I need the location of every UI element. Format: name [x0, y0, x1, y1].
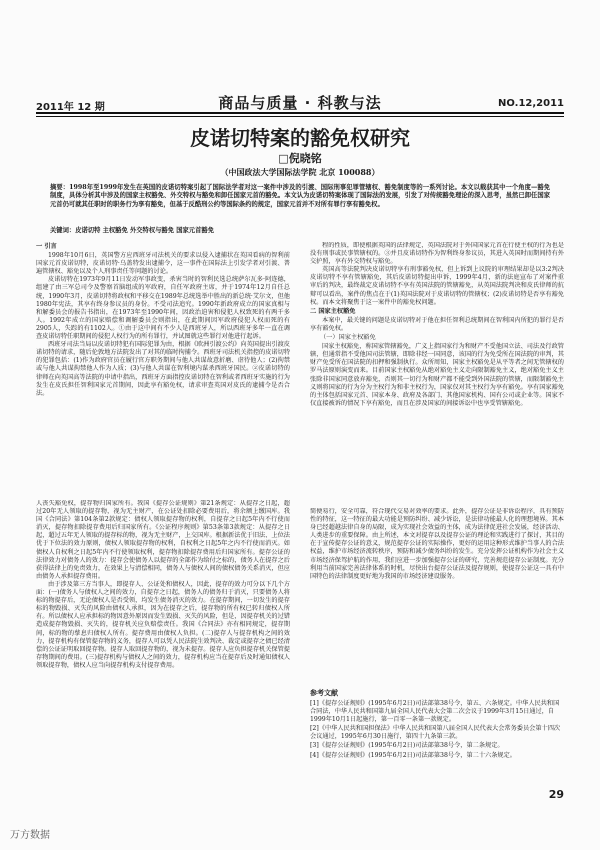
article-affiliation: （中国政法大学国际法学院 北京 100088） — [220, 167, 380, 177]
reference-item: [2]《中华人民共和国担保法》中华人民共和国第八届全国人民代表大会常务委员会第十四次会议通过，1995年6月30日施行，第四十九条第三款。 — [310, 725, 561, 741]
paragraph: 由于涉及第三方当事人，即提存人、公证处和债权人，因此，提存的效力可分以下几个方面：(一)债务人与债权人之间的效力，自提存之日起，债务人的债务归于消灭，只要债务人将标的物提存后，无论债权人是否受领，均发生债务消灭的效力。在提存期间，一切发生的提存标的物毁损、灭失的风险由债权人承担，因为在提存之后，提存物的所有权已转归债权人所有。所以债权人应承担标的物因意外原因而发生毁损、灭失的风险，但是，因提存机关的过错造成提存物毁损、灭失的，提存机关应负赔偿责任。我国《合同法》亦有相同规定，提存期间，标的物的孳息归债权人所有。提存费用由债权人负担。(二)提存人与提存机构之间的效力，提存机构有保管提存物的义务，提存人可以凭人民法院生效判决、裁定或提存之债已经清偿的公证证明取回提存物。提存人取回提存物的，视为未提存。提存人应负担提存机关保管提存物期间的费用。(三)提存机构与债权人之间的效力，提存机构应当在提存后及时通知债权人领取提存物，债权人应当向提存机构支付提存费用。 — [36, 580, 290, 669]
paragraph: 人丧失豁免权，提存物归国家所有。我国《提存公证规则》第21条规定：从提存之日起，超过20年无人领取的提存物，视为无主财产，在公证处扣除必要费用后，将余额上缴国库。我国《合同法》第104条第2款规定：债权人领取提存物的权利，自提存之日起5年内不行使而消灭，提存物扣除提存费用后归国家所有。《公证程序规则》第53条第3款规定：从提存之日起，超过五年无人领取的提存标的物，视为无主财产，上交国库。根据新法优于旧法、上位法优于下位法的效力原则，债权人领取提存物的权利，自权利之日起5年之内不行使而消灭。如债权人自权利之日起5年内不行使领取权利，提存物扣除提存费用后归国家所有。提存公证的法律效力对债务人的效力：提存会使债务人以提存的全部作为给付之标的，债务人在提存之后获得法律上的免责效力，在效果上与清偿相同，债务人与债权人间的债权债务关系消灭，但应由债务人承担提存费用。 — [36, 500, 290, 580]
paragraph: 西班牙司法当局以皮诺切特犯有国际犯罪为由，根据《欧洲引渡公约》向英国提出引渡皮诺切特的请求，随后伦敦地方法院发出了对其的临时拘捕令。西班牙司法机关指控的皮诺切特的犯罪包括：(1)作为政府官员在履行官方职务期间与他人共谋故意折磨、虐待他人；(2)拘禁或与他人共谋拘禁他人作为人质；(3)与他人共谋在智利境内谋杀西班牙国民。②皮诺切特的律师在向英国高等法院的申请中指出，西班牙方面指控皮诺切特在智利或者西班牙实施的行为发生在皮氏担任智利国家元首期间，因此享有豁免权，请求审查英国对皮氏的逮捕令是否合法。 — [36, 341, 290, 397]
section-heading: 二 国家主权豁免 — [310, 307, 356, 315]
page-number: 29 — [548, 788, 564, 801]
paragraph: 英国高等法院判决皮诺切特享有刑事豁免权，但上诉到上议院的审理结果却是以3:2判决皮诺切特不享有管辖豁免，其后皮诺切特提出申诉，1999年4月，新的法庭宣布了对案件重审后的判决，最终裁定皮诺切特不享有英国法院的管辖豁免，从英国法院判决和皮氏律师的抗辩可以看出，案件的焦点在于(1)英国法院对于皮诺切特的管辖权；(2)皮诺切特是否享有豁免权。而本文将聚焦于这一案件中的豁免权问题。 — [310, 266, 564, 306]
paragraph: 皮诺切特在1973年9月11日发动军事政变，杀害当时的智利民选总统萨尔瓦多·阿连德，组建了由三军总司令及警察首脑组成的军政府，自任军政府主席，并于1974年12月自任总统，1990年3月，皮诺切特将政权和平移交在1989年总统选举中胜出的新总统·艾尔文，但他1980年宪法，其享有终身参议员的身份。不受司法追究。1990年新政府成立的国家真相与和解委员会的报告书指出，在1973年至1990年间，因政治迫害和侵犯人权致死的有两千多人。1992年成立的国家赔偿和调解委员会则指出，在此期间因军政府侵犯人权而死的有2905人，失踪的有1102人。①由于这中间有不少人是西班牙人，所以西班牙多年一直在调查皮诺切特任职期间的侵犯人权行为的所有罪行，并试图就这些罪行对他进行起诉。 — [36, 276, 290, 341]
reference-item: [3]《提存公证规则》(1995年6月2日)司法部第38号令，第二条规定。 — [310, 742, 504, 750]
article-abstract: 摘要：1998年至1999年发生在英国的皮诺切特案引起了国际法学者对这一案件中涉及的引渡、国际刑事犯罪管辖权、豁免制度等的一系列讨论。本文以载获其中一个角度—豁免制度，具体分析其中涉及的国家主权豁免、外交特权与豁免和卸任国家元首的豁免。本文认为皮诺切特案体现了国际法的发展，引发了对传统豁免理论的深入思考，虽然已卸任国家元首仍可就其任职时的职务行为享有豁免，但基于反酷刑公约等国际条约的规定，国家元首并不对所有罪行享有豁免权。 — [50, 184, 550, 208]
column-right-bottom — [310, 508, 564, 686]
paragraph: 程的性质，即使根据英国的法律规定，英国法院对于外国国家元首在行使主权的行为也是没有刑事或民事管辖权的。③并且皮诺切特作为智利终身参议员，其进入英国时而期间持有外交护照，享有外交特权与豁免。 — [310, 242, 564, 266]
header-issue-right: NO.12,2011 — [498, 98, 564, 109]
paragraph: 1998年10月6日，英国警方应西班牙司法机关的要求以侵入逮捕状在英国看病的智利前国家元首皮诺切特，皮诺切特·乌盖特发出逮捕令，这一事件在国际法上引发学者对引渡、普遍管辖权、豁免以及个人刑事责任等问题的讨论。 — [36, 252, 290, 276]
header-rule-thick — [36, 112, 564, 114]
column-left-bottom — [36, 500, 290, 800]
article-title: 皮诺切特案的豁免权研究 — [190, 126, 410, 150]
reference-item: [4]《提存公证规则》(1995年6月2日)司法部第38号令，第二十六条规定。 — [310, 751, 516, 759]
section-heading: 一 引言 — [36, 243, 57, 250]
paragraph: 国家主权豁免，称国家管辖豁免，广义上指国家行为和财产不受他国立法、司法及行政管辖，但通常指不受他国司法管辖，即除非经一国同意，该国的行为免受所在国法院的审判，其财产免受所在国法院的扣押和强制执行。众所周知，国家主权豁免是从平等者之间无管辖权的罗马法原则演变而来。目前国家主权豁免从绝对豁免主义走向限制豁免主义，绝对豁免主义主张除非国家同意放弃豁免，否则其一切行为和财产都不能受到外国法院的管辖，而限制豁免主义则将国家的行为分为主权行为和非主权行为，国家仅对其主权行为享有豁免。享有国家豁免的主体包括国家元首、国家本身、政府及各部门、其他国家机构、国有公司或企业等。国家不仅直接被诉的情况下享有豁免，而且在涉及国家的间接诉讼中也享受管辖豁免。 — [310, 343, 564, 407]
article-author: □倪晓铭 — [278, 152, 322, 165]
header-journal-title: 商品与质量 · 科教与法 — [218, 94, 382, 112]
watermark-text: 万方数据 — [10, 830, 50, 841]
reference-item: [1]《提存公证规则》(1995年6月2日)司法部第38号令，第五、六条规定。中华人民共和国合同法，中华人民共和国第九届全国人民代表大会第二次会议于1999年3月15日通过，自1999年10月1日起施行，第一百零一条第一款规定。 — [310, 700, 560, 724]
header-rule-thin — [36, 116, 564, 117]
header-issue-left: 2011年 12 期 — [36, 102, 105, 113]
column-left-top — [36, 242, 290, 495]
paragraph: 简便易行，安全可靠，符合现代交易对效率的要求。此外，提存公证是非诉讼程序，具有预防性的特征，这一特征的最大功能是预防纠纷、减少诉讼，是法律功能最人化的理想境界。其本身已经超越法律自身的局限，成为实现社会效益的主体，成为法律促进社会发展，经济活动、人类进步的重要保障。由上所述，本文对提存以及提存公证的理论和实践进行了探讨，其目的在于宣传提存公证的意义，规范提存公证的实际操作，更好的运用这种形式维护当事人的合法权益，维护市场经济流转秩序，预防和减少债务纠纷的发生。充分发挥公证机构作为社会主义市场经济保驾护航的作用，我们应进一步加强提存公证的研究，完善规范提存公证制度。充分利用当前国家完善法律体系的时机，尽快出台提存公证法及提存规则，使提存公证这一具有中国特色的法律制度更好地为我国的市场经济建设服务。 — [310, 508, 564, 580]
references-heading: 参考文献 — [310, 689, 338, 697]
references-list — [310, 700, 564, 761]
paragraph: 本案中，最关键的问题是皮诺切特对于他在担任智利总统期间在智利国内所犯的罪行是否享有豁免权。 — [310, 316, 564, 332]
subsection-heading: （一）国家主权豁免 — [320, 334, 376, 342]
column-right-top — [310, 242, 564, 478]
article-keywords: 关键词：皮诺切特 主权豁免 外交特权与豁免 国家元首豁免 — [50, 227, 214, 234]
